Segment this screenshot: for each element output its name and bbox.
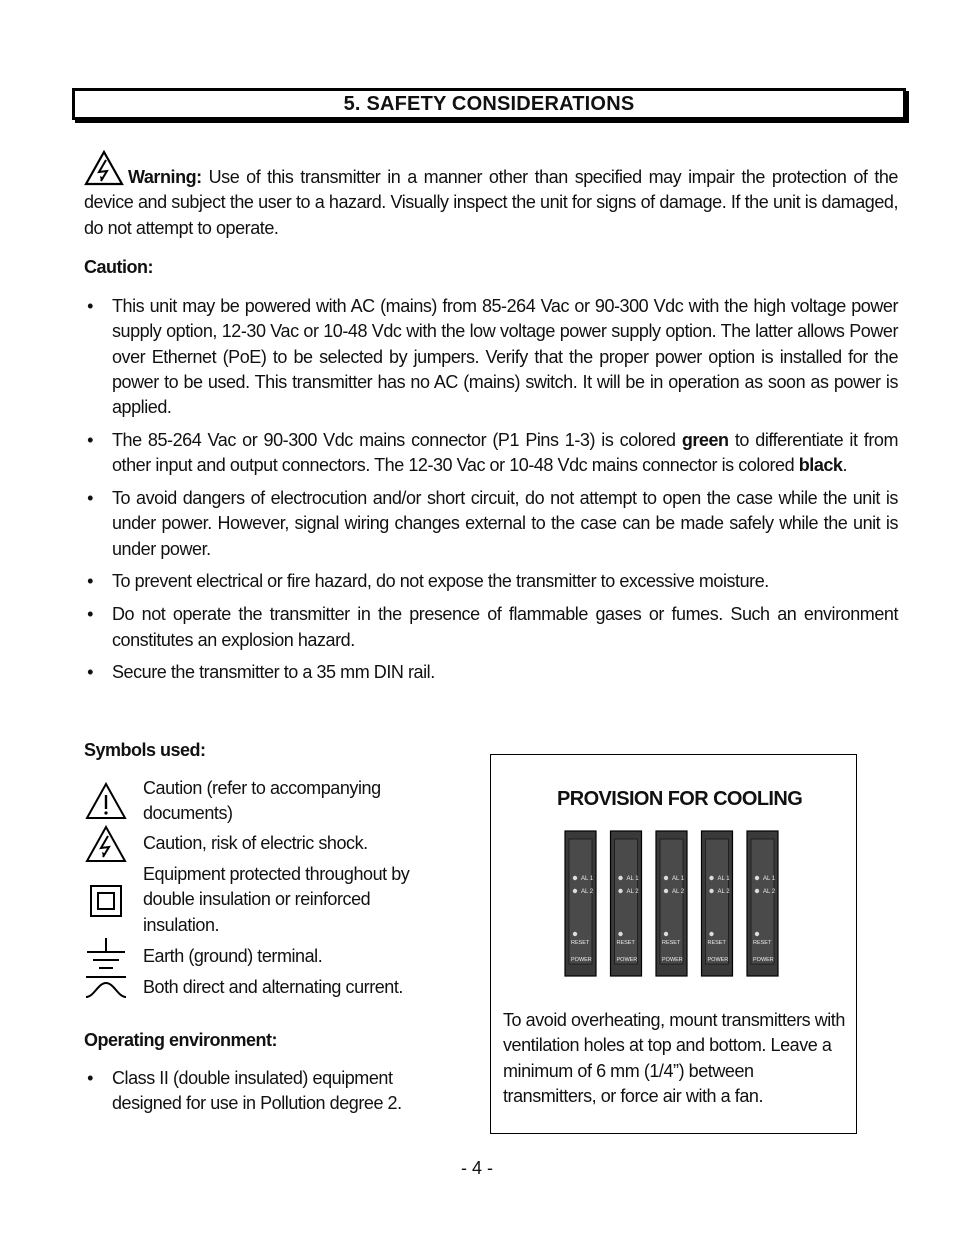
label-power: POWER: [707, 957, 729, 963]
page-number: - 4 -: [460, 1158, 493, 1178]
symbol-text: Caution, risk of electric shock.: [143, 833, 368, 853]
symbol-row-double-insulation: [84, 862, 410, 935]
reset-button: [755, 932, 759, 936]
list-item: • The 85-264 Vac or 90-300 Vdc mains connector (P1 Pins 1-3) is colored green to differentiate it from other input and output connectors. The 12-30 Vac or 10-48 Vdc mains connector is colored black.: [84, 428, 898, 479]
label-al2: AL 2: [717, 889, 730, 895]
operating-heading: Operating environment:: [84, 1030, 278, 1050]
symbol-row-shock: [84, 831, 368, 863]
shock-warning-icon: [84, 150, 124, 186]
shock-triangle-icon: [85, 825, 127, 863]
led-al1: [709, 876, 713, 880]
symbol-text: Both direct and alternating current.: [143, 977, 403, 997]
transmitter-module: [747, 831, 778, 976]
list-item: • To prevent electrical or fire hazard, do not expose the transmitter to excessive moisture.: [84, 569, 898, 594]
bullet-icon: •: [87, 296, 93, 316]
symbol-row-ac-dc: [84, 975, 403, 999]
label-power: POWER: [753, 957, 774, 963]
bullet-icon: •: [87, 1068, 93, 1088]
led-al2: [618, 889, 622, 893]
bullet-icon: •: [87, 604, 93, 625]
warning-text: Use of this transmitter in a manner other than specified may impair the protection of the device and subject the user to a hazard. Visually inspect the unit for signs of damage. If the unit is damaged, do not attempt to operate.: [84, 167, 898, 238]
label-reset: RESET: [707, 940, 726, 946]
bullet-icon: •: [87, 429, 93, 450]
transmitter-module: [656, 831, 687, 976]
symbol-text: Earth (ground) terminal.: [143, 946, 323, 966]
operating-list: [84, 1066, 434, 1124]
label-al1: AL 1: [763, 876, 776, 882]
cooling-text: To avoid overheating, mount transmitters with ventilation holes at top and bottom. Leave a minimum of 6 mm (1/4”) between transmitters, or force air with a fan.: [503, 1010, 845, 1106]
list-item: • This unit may be powered with AC (mains) from 85-264 Vac or 90-300 Vdc with the high voltage power supply option, 12-30 Vac or 10-48 Vdc with the low voltage power supply option. The latter allows Power over Ethernet (PoE) to be selected by jumpers. Verify that the proper power option is installed for the power to be used. This transmitter has no AC (mains) switch. It will be in operation as soon as power is applied.: [84, 294, 898, 420]
caution-list: [84, 294, 898, 693]
list-item: • Secure the transmitter to a 35 mm DIN rail.: [84, 660, 898, 685]
reset-button: [664, 932, 668, 936]
cooling-box: [490, 754, 857, 1134]
led-al1: [755, 876, 759, 880]
label-al1: AL 1: [626, 876, 639, 882]
label-reset: RESET: [753, 940, 772, 946]
caution-heading: Caution:: [84, 257, 153, 277]
transmitter-modules-illustration: [561, 827, 786, 982]
bullet-icon: •: [87, 571, 93, 592]
list-item: • Class II (double insulated) equipment designed for use in Pollution degree 2.: [84, 1066, 434, 1117]
label-al1: AL 1: [717, 876, 730, 882]
warning-paragraph: [84, 150, 898, 241]
label-al2: AL 2: [763, 889, 776, 895]
symbol-row-caution: [84, 776, 381, 824]
label-reset: RESET: [616, 940, 635, 946]
led-al2: [755, 889, 759, 893]
symbol-text: Caution (refer to accompanying documents): [143, 778, 381, 824]
warning-label: Warning:: [128, 167, 202, 187]
label-power: POWER: [571, 957, 592, 963]
bullet-icon: •: [87, 488, 93, 509]
led-al1: [618, 876, 622, 880]
earth-ground-icon: [85, 936, 127, 972]
ac-dc-icon: [84, 973, 128, 999]
label-power: POWER: [662, 957, 683, 963]
section-title: 5. SAFETY CONSIDERATIONS: [343, 92, 635, 115]
label-al2: AL 2: [672, 889, 685, 895]
led-al1: [664, 876, 668, 880]
double-insulation-icon: [89, 884, 123, 918]
label-reset: RESET: [571, 940, 590, 946]
label-al2: AL 2: [581, 889, 594, 895]
transmitter-module: [611, 831, 642, 976]
symbol-text: Equipment protected throughout by double insulation or reinforced insulation.: [143, 864, 410, 935]
led-al2: [709, 889, 713, 893]
label-reset: RESET: [662, 940, 681, 946]
led-al2: [664, 889, 668, 893]
led-al2: [573, 889, 577, 893]
symbol-row-earth: [84, 944, 323, 972]
transmitter-module: [565, 831, 596, 976]
reset-button: [709, 932, 713, 936]
reset-button: [573, 932, 577, 936]
list-item: • Do not operate the transmitter in the presence of flammable gases or fumes. Such an environment constitutes an explosion hazard.: [84, 602, 898, 653]
section-title-box: [72, 88, 906, 120]
label-al1: AL 1: [672, 876, 685, 882]
caution-triangle-icon: [85, 782, 127, 820]
list-item: • To avoid dangers of electrocution and/or short circuit, do not attempt to open the case while the unit is under power. However, signal wiring changes external to the case can be made safely while the unit is under power.: [84, 486, 898, 562]
transmitter-module: [702, 831, 733, 976]
symbols-heading: Symbols used:: [84, 740, 206, 760]
led-al1: [573, 876, 577, 880]
cooling-title: PROVISION FOR COOLING: [557, 788, 803, 810]
bullet-icon: •: [87, 662, 93, 683]
label-al1: AL 1: [581, 876, 594, 882]
reset-button: [618, 932, 622, 936]
label-power: POWER: [616, 957, 638, 963]
label-al2: AL 2: [626, 889, 639, 895]
